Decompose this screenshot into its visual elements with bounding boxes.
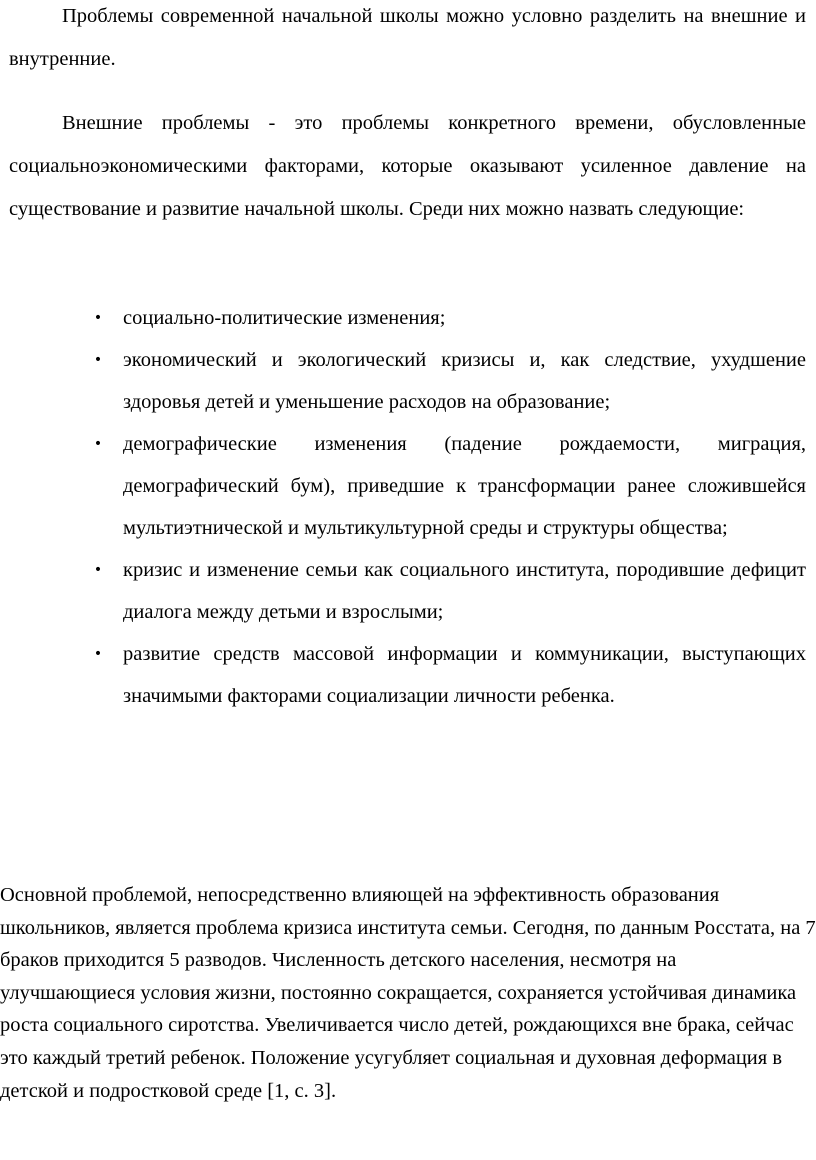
bullet-icon: • [93,562,103,578]
external-problems-paragraph: Внешние проблемы - это проблемы конкретного времени, обусловленные социальноэкономическими факторами, которые оказывают усиленное давление на существование и развитие начальной школы. Среди них можно назвать следующие: [9,112,806,220]
list-item [0,549,806,633]
external-problems-list [0,297,806,717]
intro-paragraph: Проблемы современной начальной школы можно условно разделить на внешние и внутренние. [9,5,806,70]
bullet-icon: • [93,352,103,368]
list-item-text: кризис и изменение семьи как социального института, породившие дефицит диалога между детьми и взрослыми; [123,559,806,623]
family-crisis-paragraph: Основной проблемой, непосредственно влияющей на эффективность образования школьников, является проблема кризиса института семьи. Сегодня, по данным Росстата, на 7 браков приходится 5 разводов. Численность детского населения, несмотря на улучшающиеся условия жизни, постоянно сокращается, сохраняется устойчивая динамика роста социального сиротства. Увеличивается число детей, рождающихся вне брака, сейчас это каждый третий ребенок. Положение усугубляет социальная и духовная деформация в детской и подростковой среде [1, с. 3]. [0,884,816,1102]
list-item-text: развитие средств массовой информации и коммуникации, выступающих значимыми факторами социализации личности ребенка. [123,643,806,707]
list-item [0,297,806,339]
list-item [0,339,806,423]
bullet-icon: • [93,310,103,326]
list-item-text: социально-политические изменения; [123,307,446,329]
list-item [0,423,806,549]
list-item-text: демографические изменения (падение рождаемости, миграция, демографический бум), приведшие к трансформации ранее сложившейся мультиэтнической и мультикультурной среды и структуры общества; [123,433,806,539]
list-item [0,633,806,717]
list-item-text: экономический и экологический кризисы и, как следствие, ухудшение здоровья детей и уменьшение расходов на образование; [123,349,806,413]
bullet-icon: • [93,436,103,452]
bullet-icon: • [93,646,103,662]
